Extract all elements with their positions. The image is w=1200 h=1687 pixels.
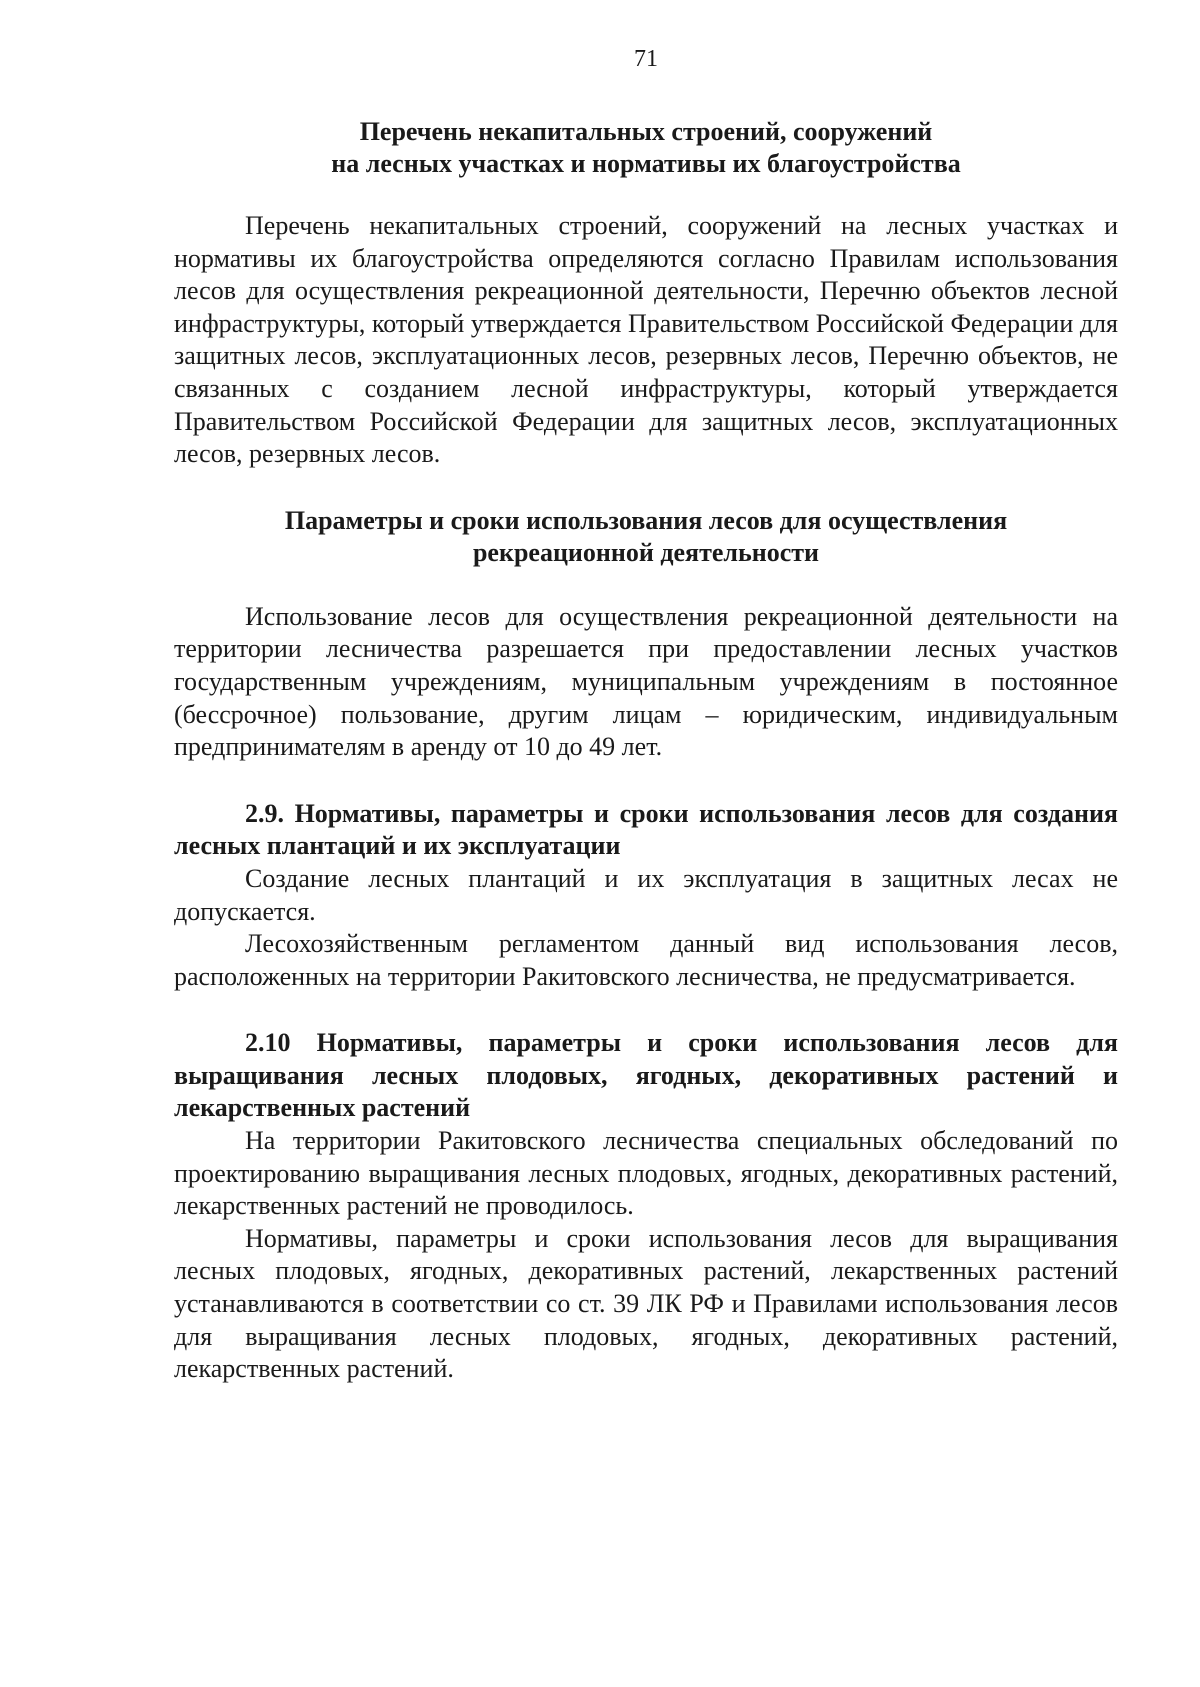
heading-line: Параметры и сроки использования лесов для осуществления	[284, 505, 1008, 535]
heading-line: рекреационной деятельности	[472, 537, 820, 567]
section-heading-non-capital-structures	[174, 116, 1118, 180]
paragraph-2-9-first: Создание лесных плантаций и их эксплуатация в защитных лесах не допускается.	[174, 863, 1118, 926]
paragraph-2-9-second: Лесохозяйственным регламентом данный вид использования лесов, расположенных на территории Ракитовского лесничества, не предусматривается.	[174, 929, 1118, 991]
section-heading-2-10: 2.10 Нормативы, параметры и сроки использования лесов для выращивания лесных плодовых, ягодных, декоративных растений и лекарственных растений	[174, 1028, 1118, 1123]
section-heading-recreation-parameters	[174, 505, 1118, 569]
section-heading-2-9: 2.9. Нормативы, параметры и сроки использования лесов для создания лесных плантаций и их эксплуатации	[174, 798, 1118, 861]
paragraph-non-capital-structures: Перечень некапитальных строений, сооружений на лесных участках и нормативы их благоустройства определяются согласно Правилам использования лесов для осуществления рекреационной деятельности, Перечню объектов лесной инфраструктуры, который утверждается Правительством Российской Федерации для защитных лесов, эксплуатационных лесов, резервных лесов, Перечню объектов, не связанных с созданием лесной инфраструктуры, который утверждается Правительством Российской Федерации для защитных лесов, эксплуатационных лесов, резервных лесов.	[174, 211, 1118, 469]
paragraph-2-10-first: На территории Ракитовского лесничества специальных обследований по проектированию выращивания лесных плодовых, ягодных, декоративных растений, лекарственных растений не проводилось.	[174, 1126, 1118, 1221]
heading-line: на лесных участках и нормативы их благоустройства	[331, 149, 961, 178]
paragraph-recreation-parameters: Использование лесов для осуществления рекреационной деятельности на территории лесничества разрешается при предоставлении лесных участков государственным учреждениям, муниципальным учреждениям в постоянное (бессрочное) пользование, другим лицам – юридическим, индивидуальным предпринимателям в аренду от 10 до 49 лет.	[174, 601, 1118, 762]
paragraph-2-10-second: Нормативы, параметры и сроки использования лесов для выращивания лесных плодовых, ягодных, декоративных растений, лекарственных растений устанавливаются в соответствии со ст. 39 ЛК РФ и Правилами использования лесов для выращивания лесных плодовых, ягодных, декоративных растений, лекарственных растений.	[174, 1223, 1118, 1384]
page-content	[174, 44, 1118, 1386]
heading-line: Перечень некапитальных строений, сооружений	[359, 117, 933, 146]
page-number: 71	[634, 46, 658, 72]
